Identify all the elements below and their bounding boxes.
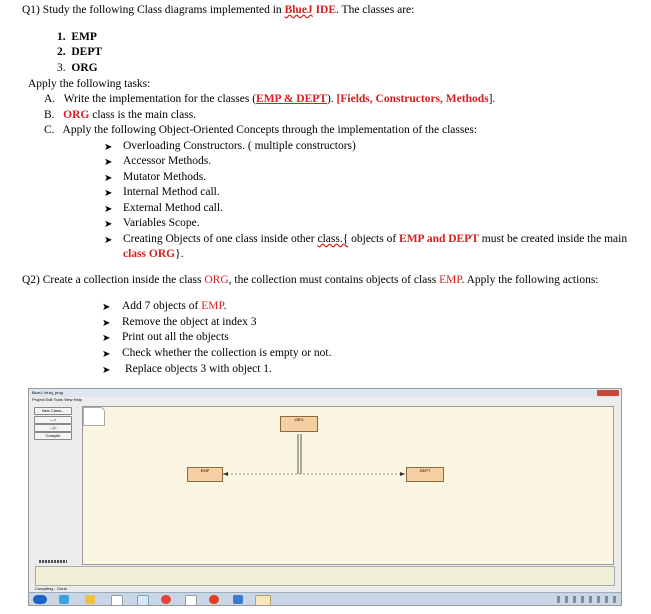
bullet-arrow-icon: ➤	[102, 333, 111, 344]
action-item: Add 7 objects of EMP.	[122, 300, 227, 312]
q1-heading: Q1) Study the following Class diagrams implemented in BlueJ IDE. The classes are:	[22, 4, 415, 16]
bullet-arrow-icon: ➤	[104, 219, 113, 230]
class-box-dept[interactable]: DEPT	[406, 467, 444, 482]
dependency-arrows	[83, 407, 613, 564]
bullet-arrow-icon: ➤	[104, 188, 113, 199]
bullet-arrow-icon: ➤	[102, 318, 111, 329]
bullet-arrow-icon: ➤	[102, 365, 111, 376]
arrow-head-icon	[400, 472, 405, 476]
inherits-arrow-button[interactable]: ---▷	[34, 424, 72, 432]
concept-item: Mutator Methods.	[123, 171, 207, 183]
action-item: Replace objects 3 with object 1.	[125, 363, 272, 375]
close-button[interactable]	[597, 390, 619, 396]
outlook-icon[interactable]	[137, 595, 149, 606]
task-a: A. Write the implementation for the classes (EMP & DEPT). [Fields, Constructors, Methods].	[44, 93, 496, 105]
task-c: C. Apply the following Object-Oriented Concepts through the implementation of the classes:	[44, 124, 478, 136]
concept-item: External Method call.	[123, 202, 223, 214]
concept-item-creating-objects-cont: class ORG}.	[123, 248, 184, 260]
compile-button[interactable]: Compile	[34, 432, 72, 440]
concept-item: Overloading Constructors. ( multiple constructors)	[123, 140, 356, 152]
action-item: Print out all the objects	[122, 331, 229, 343]
taskbar	[29, 592, 621, 606]
concept-item: Accessor Methods.	[123, 155, 212, 167]
bullet-arrow-icon: ➤	[104, 173, 113, 184]
class-box-org[interactable]: ORG	[280, 416, 318, 432]
window-title: BlueJ: bluej_prog	[32, 390, 63, 395]
bullet-arrow-icon: ➤	[104, 235, 113, 246]
system-tray[interactable]	[557, 596, 617, 603]
action-item: Check whether the collection is empty or not.	[122, 347, 332, 359]
bullet-arrow-icon: ➤	[104, 142, 113, 153]
app-icon[interactable]	[111, 595, 123, 606]
start-button-icon[interactable]	[33, 595, 47, 604]
uses-arrow-button[interactable]: --->	[34, 416, 72, 424]
firefox-icon[interactable]	[209, 595, 219, 604]
arrow-head-icon	[223, 472, 228, 476]
menu-bar[interactable]: Project Edit Tools View Help	[32, 397, 82, 402]
class-list-item-2: 2. DEPT	[57, 46, 103, 58]
bullet-arrow-icon: ➤	[102, 349, 111, 360]
class-list-item-1: 1. EMP	[57, 31, 97, 43]
ie-icon[interactable]	[59, 595, 69, 604]
ide-name: BlueJ	[284, 4, 313, 16]
app-icon[interactable]	[233, 595, 243, 604]
bluej-screenshot	[28, 388, 622, 606]
class-list-item-3: 3. ORG	[57, 62, 98, 74]
concept-item: Internal Method call.	[123, 186, 220, 198]
class-box-emp[interactable]: EMP	[187, 467, 223, 482]
folder-icon[interactable]	[85, 595, 95, 604]
bullet-arrow-icon: ➤	[102, 302, 111, 313]
action-item: Remove the object at index 3	[122, 316, 257, 328]
class-diagram-canvas[interactable]	[82, 406, 614, 565]
app-icon[interactable]	[185, 595, 197, 606]
progress-indicator	[39, 560, 67, 563]
bullet-arrow-icon: ➤	[104, 157, 113, 168]
q2-heading: Q2) Create a collection inside the class ORG, the collection must contains objects of class EMP. Apply the following actions:	[22, 274, 599, 286]
concept-item: Variables Scope.	[123, 217, 200, 229]
window-title-bar	[29, 389, 621, 397]
bullet-arrow-icon: ➤	[104, 204, 113, 215]
apply-tasks-label: Apply the following tasks:	[28, 78, 151, 90]
task-b: B. ORG class is the main class.	[44, 109, 197, 121]
chrome-icon[interactable]	[161, 595, 171, 604]
bluej-taskbar-icon[interactable]	[255, 595, 271, 606]
status-bar: Compiling... Done.	[35, 586, 68, 591]
object-bench[interactable]	[35, 566, 615, 586]
new-class-button[interactable]: New Class...	[34, 407, 72, 415]
concept-item-creating-objects: Creating Objects of one class inside other class.{ objects of EMP and DEPT must be created inside the main	[123, 233, 628, 245]
